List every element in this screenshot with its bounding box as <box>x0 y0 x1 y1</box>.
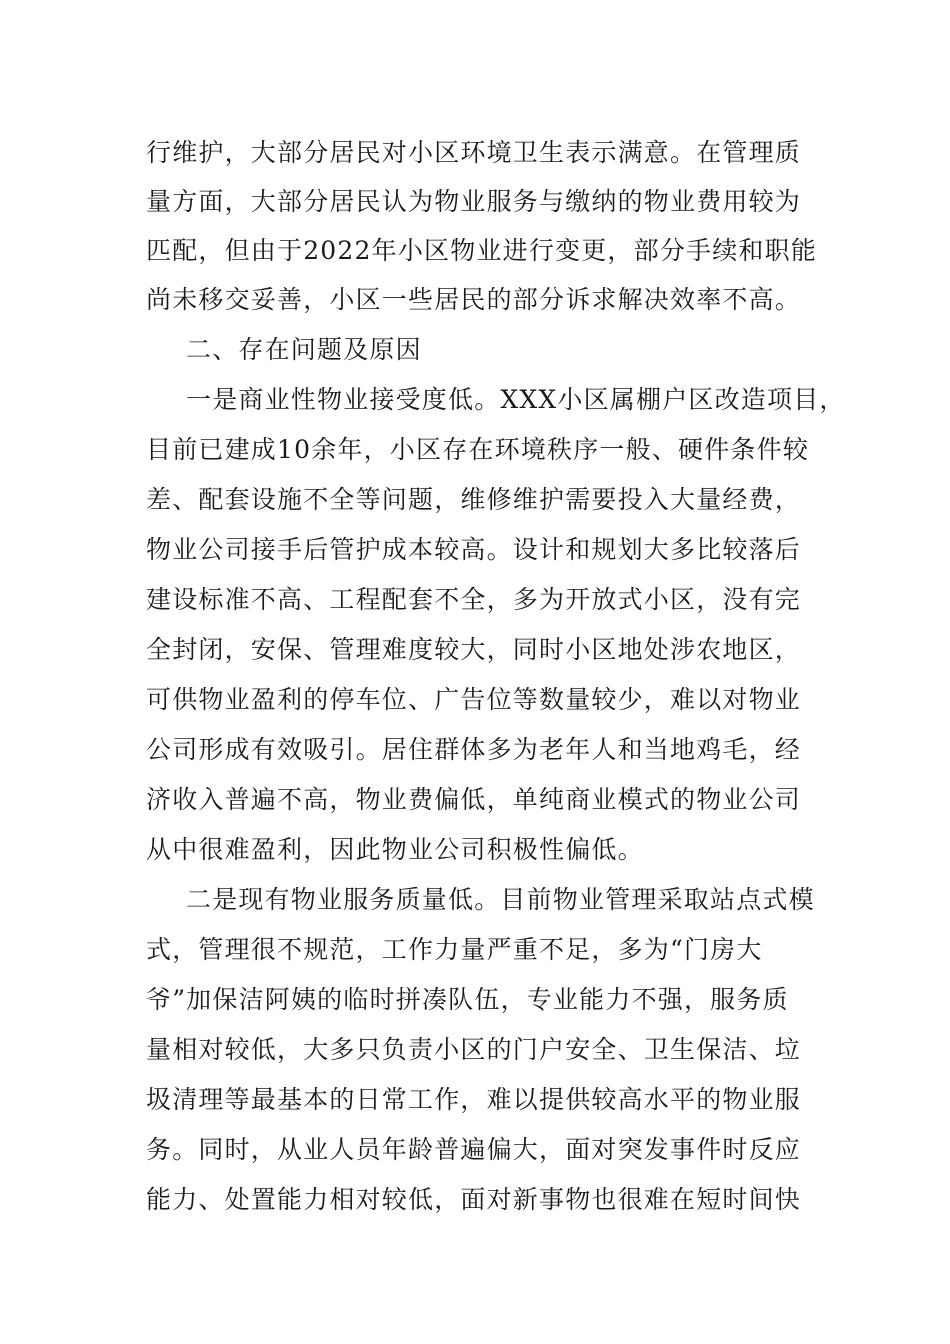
text-line: 行维护，大部分居民对小区环境卫生表示满意。在管理质 <box>146 138 802 167</box>
text-line: 圾清理等最基本的日常工作，难以提供较高水平的物业服 <box>146 1085 802 1114</box>
text-line: 二是现有物业服务质量低。目前物业管理采取站点式模 <box>186 885 815 914</box>
text-line: 从中很难盈利，因此物业公司积极性偏低。 <box>146 835 644 864</box>
text-line: 目前已建成10余年，小区存在环境秩序一般、硬件条件较 <box>146 435 810 464</box>
text-line: 可供物业盈利的停车位、广告位等数量较少，难以对物业 <box>146 685 802 714</box>
text-line: 公司形成有效吸引。居住群体多为老年人和当地鸡毛，经 <box>146 735 802 764</box>
text-line: 量方面，大部分居民认为物业服务与缴纳的物业费用较为 <box>146 187 802 216</box>
text-line: 济收入普遍不高，物业费偏低，单纯商业模式的物业公司 <box>146 785 802 814</box>
text-line: 务。同时，从业人员年龄普遍偏大，面对突发事件时反应 <box>146 1135 802 1164</box>
text-line: 全封闭，安保、管理难度较大，同时小区地处涉农地区， <box>146 635 802 664</box>
text-line: 差、配套设施不全等问题，维修维护需要投入大量经费， <box>146 485 802 514</box>
text-line: 量相对较低，大多只负责小区的门户安全、卫生保洁、垃 <box>146 1035 802 1064</box>
text-line: 式，管理很不规范，工作力量严重不足，多为“门房大 <box>146 935 763 964</box>
text-line: 尚未移交妥善，小区一些居民的部分诉求解决效率不高。 <box>146 285 802 314</box>
section-heading: 二、存在问题及原因 <box>186 335 422 364</box>
text-line: 建设标准不高、工程配套不全，多为开放式小区，没有完 <box>146 585 802 614</box>
text-line: 物业公司接手后管护成本较高。设计和规划大多比较落后 <box>146 535 802 564</box>
text-line: 匹配，但由于2022年小区物业进行变更，部分手续和职能 <box>146 236 818 265</box>
text-line: 爷”加保洁阿姨的临时拼凑队伍，专业能力不强，服务质 <box>146 985 789 1014</box>
text-line: 一是商业性物业接受度低。XXX小区属棚户区改造项目， <box>186 385 846 414</box>
text-line: 能力、处置能力相对较低，面对新事物也很难在短时间快 <box>146 1185 802 1214</box>
